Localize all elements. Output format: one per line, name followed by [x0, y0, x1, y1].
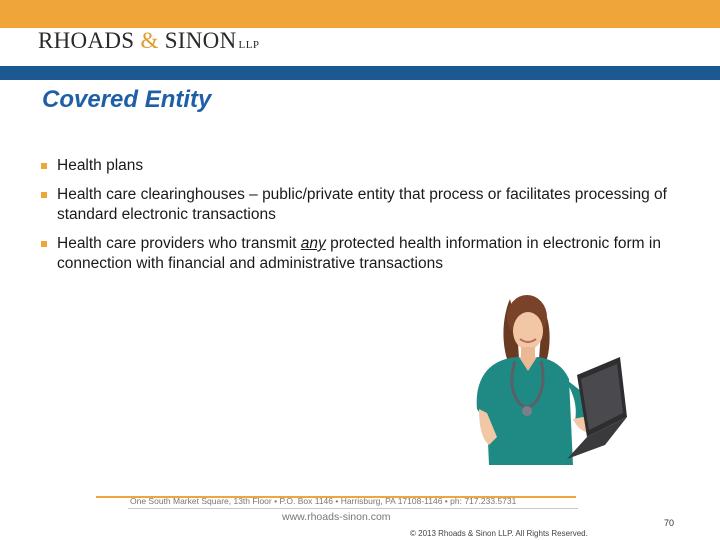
page-number: 70: [664, 518, 675, 528]
bullet-text-post: protected health information in electronic form in connection with financial and administrative transactions: [57, 235, 661, 272]
bullet-item-providers: [40, 234, 690, 274]
bullet-text: Health plans: [57, 157, 144, 174]
logo-suffix: LLP: [238, 39, 260, 51]
bullet-item-clearinghouses: [40, 185, 690, 225]
bullet-item-health-plans: [40, 156, 690, 176]
bullet-marker-icon: [41, 241, 47, 247]
footer-divider: [128, 508, 578, 509]
top-accent-bar: [0, 0, 720, 28]
bullet-text-pre: Health care providers who transmit: [57, 235, 301, 252]
logo-ampersand: &: [140, 28, 159, 53]
logo-name: RHOADS: [38, 28, 135, 53]
bullet-marker-icon: [41, 163, 47, 169]
slide-title: Covered Entity: [42, 86, 212, 113]
bullet-text: Health care clearinghouses – public/private entity that process or facilitates processing of standard electronic transactions: [57, 186, 667, 223]
bullet-marker-icon: [41, 192, 47, 198]
logo-name-2: SINON: [164, 28, 237, 53]
copyright-text: © 2013 Rhoads & Sinon LLP. All Rights Reserved.: [410, 529, 588, 538]
bullet-list: [40, 156, 690, 283]
nurse-with-laptop-image: [455, 287, 630, 467]
header-band: [0, 66, 720, 80]
footer-website[interactable]: www.rhoads-sinon.com: [282, 511, 391, 523]
footer-address: One South Market Square, 13th Floor • P.O. Box 1146 • Harrisburg, PA 17108-1146 • ph: 717.233.5731: [130, 496, 517, 506]
firm-logo: [38, 28, 260, 54]
bullet-emphasis: any: [300, 235, 326, 252]
